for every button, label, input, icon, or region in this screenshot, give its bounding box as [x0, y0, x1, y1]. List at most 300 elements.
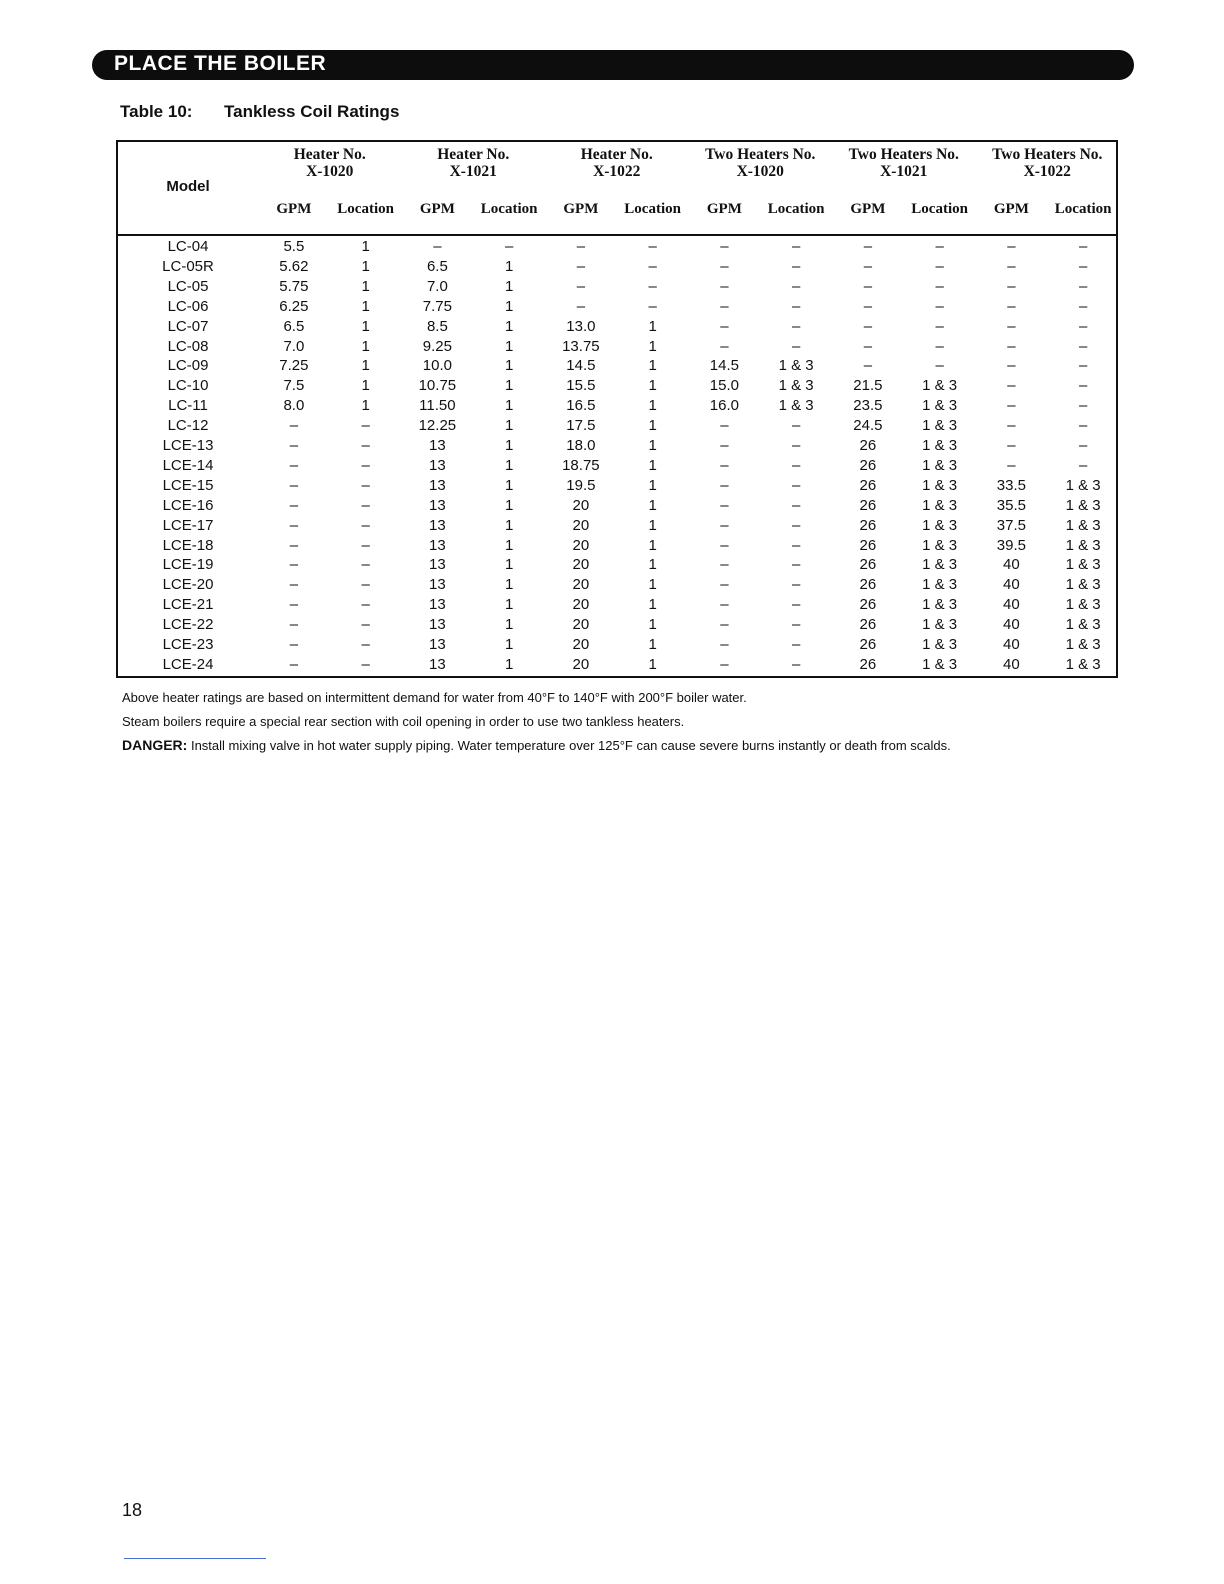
location-cell: –: [361, 456, 370, 474]
location-cell: 1: [504, 636, 514, 653]
gpm-cell: 20: [572, 536, 590, 554]
gpm-cell: 40: [1003, 596, 1020, 614]
location-cell: 1: [504, 476, 514, 494]
location-cell: –: [791, 297, 801, 315]
location-cell: –: [361, 636, 370, 653]
location-cell: –: [791, 556, 801, 574]
group-header-line1: Two Heaters No.: [992, 146, 1103, 163]
gpm-cell: 13: [429, 496, 446, 514]
gpm-cell: –: [1007, 257, 1016, 275]
model-cell: LCE-15: [162, 476, 214, 494]
location-cell: –: [791, 257, 801, 275]
location-cell: –: [1078, 317, 1088, 335]
location-cell: 1: [648, 317, 657, 335]
gpm-cell: 7.5: [283, 377, 305, 395]
model-cell: LCE-18: [162, 536, 214, 554]
location-cell: –: [361, 536, 370, 554]
location-cell: 1: [504, 596, 514, 614]
location-cell: 1 & 3: [922, 536, 958, 554]
location-cell: –: [791, 317, 801, 335]
gpm-cell: –: [863, 277, 873, 295]
location-cell: 1 & 3: [778, 357, 814, 375]
gpm-cell: 21.5: [853, 377, 883, 395]
location-cell: 1 & 3: [1065, 576, 1101, 594]
table-number: Table 10:: [120, 102, 193, 121]
location-cell: –: [1078, 417, 1088, 435]
gpm-cell: –: [720, 297, 729, 315]
gpm-cell: 26: [859, 496, 877, 514]
location-column-header: Location: [624, 201, 681, 217]
location-cell: 1 & 3: [922, 417, 958, 435]
gpm-cell: –: [720, 317, 729, 335]
model-cell: LCE-17: [162, 516, 214, 534]
gpm-cell: –: [289, 536, 299, 554]
gpm-cell: 18.75: [562, 456, 600, 474]
gpm-cell: –: [289, 616, 299, 634]
gpm-cell: 13: [429, 456, 446, 474]
location-cell: 1 & 3: [922, 437, 958, 454]
gpm-cell: 40: [1003, 655, 1020, 673]
model-cell: LCE-21: [162, 596, 214, 614]
gpm-cell: –: [433, 238, 442, 255]
model-cell: LC-10: [167, 377, 209, 395]
location-cell: 1: [648, 476, 657, 494]
gpm-cell: 11.50: [419, 397, 456, 415]
gpm-cell: 15.5: [566, 377, 596, 395]
gpm-cell: 13.0: [566, 317, 596, 335]
location-cell: 1: [504, 456, 514, 474]
gpm-cell: –: [289, 476, 299, 494]
model-cell: LCE-19: [162, 556, 214, 574]
gpm-cell: 20: [572, 556, 590, 574]
gpm-cell: 6.5: [283, 317, 305, 335]
note-ratings: Above heater ratings are based on intermittent demand for water from 40°F to 140°F with 200°F boiler water.: [122, 690, 747, 705]
location-cell: 1 & 3: [922, 616, 958, 634]
gpm-cell: 20: [572, 496, 590, 514]
danger-label: DANGER:: [122, 737, 188, 753]
location-cell: 1 & 3: [1065, 556, 1101, 574]
location-column-header: Location: [480, 201, 538, 217]
location-cell: 1: [648, 596, 657, 614]
gpm-cell: 26: [859, 476, 877, 494]
gpm-cell: –: [289, 456, 299, 474]
gpm-cell: –: [863, 317, 873, 335]
model-cell: LC-05: [167, 277, 209, 295]
location-cell: –: [935, 238, 944, 255]
gpm-cell: 8.0: [283, 397, 305, 415]
location-cell: 1: [648, 536, 657, 554]
location-cell: 1: [361, 357, 370, 375]
group-header-line1: Two Heaters No.: [848, 146, 959, 163]
gpm-cell: –: [863, 238, 873, 255]
location-cell: –: [361, 417, 370, 435]
location-cell: 1: [361, 337, 370, 355]
gpm-cell: 13: [429, 616, 446, 634]
gpm-cell: 13: [429, 516, 446, 534]
location-cell: 1: [648, 496, 657, 514]
location-cell: –: [935, 297, 944, 315]
gpm-cell: 20: [572, 576, 590, 594]
gpm-cell: 37.5: [996, 516, 1026, 534]
gpm-cell: –: [720, 516, 729, 534]
location-cell: –: [648, 257, 657, 275]
location-cell: 1: [648, 556, 657, 574]
location-cell: 1: [648, 576, 657, 594]
location-cell: –: [791, 337, 801, 355]
note-steam-boilers: Steam boilers require a special rear section with coil opening in order to use two tankless heaters.: [122, 714, 685, 729]
gpm-cell: 33.5: [996, 476, 1026, 494]
model-cell: LC-04: [167, 238, 209, 255]
location-cell: –: [361, 596, 370, 614]
gpm-cell: –: [720, 596, 729, 614]
location-cell: –: [361, 576, 370, 594]
gpm-cell: –: [1007, 317, 1016, 335]
location-cell: 1 & 3: [922, 397, 958, 415]
model-cell: LCE-24: [162, 655, 214, 673]
location-cell: –: [791, 576, 801, 594]
gpm-cell: 20: [572, 596, 590, 614]
gpm-cell: –: [1007, 297, 1016, 315]
location-cell: 1 & 3: [922, 476, 958, 494]
group-header-line2: X-1022: [1023, 163, 1071, 180]
location-cell: –: [1078, 277, 1088, 295]
location-cell: –: [361, 516, 370, 534]
gpm-cell: 23.5: [853, 397, 883, 415]
location-cell: 1 & 3: [1065, 616, 1101, 634]
gpm-cell: 13: [429, 636, 446, 653]
location-cell: –: [361, 437, 370, 454]
gpm-cell: 13: [429, 476, 446, 494]
gpm-cell: 26: [859, 437, 877, 454]
gpm-cell: –: [1007, 357, 1016, 375]
location-cell: 1 & 3: [922, 556, 958, 574]
gpm-cell: 12.25: [418, 417, 457, 435]
location-cell: 1: [648, 397, 657, 415]
gpm-cell: –: [863, 297, 873, 315]
group-header-line2: X-1022: [593, 163, 641, 180]
location-column-header: Location: [767, 201, 825, 217]
gpm-cell: 7.75: [422, 297, 452, 315]
gpm-cell: –: [720, 277, 729, 295]
location-cell: –: [935, 337, 944, 355]
location-cell: 1: [504, 437, 514, 454]
gpm-cell: –: [576, 257, 586, 275]
location-cell: 1: [648, 377, 657, 395]
gpm-cell: 9.25: [422, 337, 452, 355]
gpm-cell: –: [720, 576, 729, 594]
location-cell: –: [1078, 337, 1088, 355]
location-cell: –: [1078, 437, 1088, 454]
location-cell: –: [791, 655, 801, 673]
location-cell: 1 & 3: [922, 516, 958, 534]
gpm-cell: –: [289, 556, 299, 574]
location-cell: 1: [648, 636, 657, 653]
gpm-cell: –: [863, 357, 873, 375]
gpm-cell: –: [720, 437, 729, 454]
gpm-cell: 8.5: [426, 317, 448, 335]
location-cell: –: [935, 277, 944, 295]
gpm-cell: 39.5: [996, 536, 1026, 554]
location-cell: 1 & 3: [1065, 655, 1101, 673]
gpm-cell: –: [720, 616, 729, 634]
gpm-cell: –: [1007, 456, 1016, 474]
gpm-cell: 5.62: [279, 257, 309, 275]
footer-rule: [124, 1558, 266, 1559]
gpm-cell: 26: [859, 456, 877, 474]
gpm-cell: 20: [572, 655, 590, 673]
gpm-cell: –: [1007, 397, 1016, 415]
model-cell: LC-05R: [162, 257, 214, 275]
location-cell: 1: [361, 257, 370, 275]
location-column-header: Location: [337, 201, 394, 217]
gpm-cell: 15.0: [709, 377, 739, 395]
gpm-cell: –: [720, 257, 729, 275]
gpm-cell: 6.5: [426, 257, 448, 275]
location-column-header: Location: [911, 201, 968, 217]
location-cell: 1: [361, 277, 370, 295]
location-cell: 1: [648, 417, 657, 435]
location-cell: –: [791, 476, 801, 494]
gpm-cell: 13: [429, 576, 446, 594]
location-cell: 1: [504, 516, 514, 534]
model-cell: LC-06: [167, 297, 209, 315]
location-cell: 1: [504, 556, 514, 574]
gpm-cell: 5.75: [279, 277, 309, 295]
gpm-cell: –: [720, 238, 729, 255]
location-cell: 1: [361, 317, 370, 335]
gpm-cell: –: [576, 277, 586, 295]
location-cell: –: [791, 277, 801, 295]
gpm-column-header: GPM: [850, 201, 886, 217]
gpm-cell: 5.5: [283, 238, 305, 255]
gpm-cell: 20: [572, 516, 590, 534]
gpm-cell: 13: [429, 655, 446, 673]
table-title: Tankless Coil Ratings: [224, 102, 400, 121]
location-cell: 1: [504, 297, 514, 315]
location-cell: 1: [504, 377, 514, 395]
page-number: 18: [122, 1500, 143, 1520]
location-cell: –: [361, 476, 370, 494]
model-cell: LC-07: [167, 317, 209, 335]
location-cell: 1 & 3: [922, 496, 958, 514]
location-cell: –: [1078, 297, 1088, 315]
section-title: PLACE THE BOILER: [114, 52, 327, 75]
location-cell: 1: [361, 397, 370, 415]
location-cell: 1: [648, 437, 657, 454]
gpm-cell: 26: [859, 516, 877, 534]
gpm-cell: –: [863, 337, 873, 355]
gpm-cell: 10.0: [422, 357, 452, 375]
gpm-cell: 13.75: [562, 337, 600, 355]
gpm-cell: 14.5: [709, 357, 739, 375]
gpm-cell: 6.25: [279, 297, 309, 315]
location-cell: 1: [648, 516, 657, 534]
gpm-cell: –: [720, 636, 729, 653]
gpm-cell: –: [1007, 238, 1016, 255]
location-cell: 1: [504, 277, 514, 295]
model-cell: LC-12: [167, 417, 209, 435]
group-header-line2: X-1020: [306, 163, 354, 180]
model-cell: LC-08: [167, 337, 209, 355]
gpm-cell: 10.75: [418, 377, 457, 395]
location-cell: 1: [504, 655, 514, 673]
location-cell: –: [361, 616, 370, 634]
gpm-cell: –: [1007, 377, 1016, 395]
location-cell: 1 & 3: [922, 596, 958, 614]
gpm-cell: –: [720, 417, 729, 435]
location-cell: –: [648, 297, 657, 315]
gpm-cell: –: [1007, 437, 1016, 454]
danger-note: [122, 737, 951, 753]
location-cell: 1: [648, 337, 657, 355]
gpm-cell: –: [720, 337, 729, 355]
location-cell: 1 & 3: [922, 456, 958, 474]
model-cell: LCE-20: [162, 576, 214, 594]
location-cell: 1: [361, 377, 370, 395]
location-cell: –: [791, 437, 801, 454]
location-column-header: Location: [1054, 201, 1112, 217]
group-header-line1: Heater No.: [580, 146, 653, 163]
gpm-cell: 7.25: [279, 357, 309, 375]
gpm-cell: –: [1007, 337, 1016, 355]
location-cell: –: [791, 636, 801, 653]
gpm-cell: 13: [429, 596, 446, 614]
model-cell: LCE-13: [162, 437, 214, 454]
location-cell: –: [791, 516, 801, 534]
location-cell: 1: [648, 616, 657, 634]
location-cell: –: [1078, 456, 1088, 474]
location-cell: –: [935, 257, 944, 275]
gpm-cell: 26: [859, 655, 877, 673]
location-cell: –: [1078, 397, 1088, 415]
gpm-cell: 26: [859, 636, 877, 653]
location-cell: 1: [504, 257, 514, 275]
gpm-cell: –: [1007, 417, 1016, 435]
header-rule: [118, 234, 1116, 236]
gpm-cell: 17.5: [566, 417, 596, 435]
gpm-cell: 13: [429, 536, 446, 554]
location-cell: 1 & 3: [778, 377, 814, 395]
location-cell: –: [1078, 238, 1088, 255]
model-cell: LCE-22: [162, 616, 214, 634]
gpm-cell: 40: [1003, 576, 1020, 594]
location-cell: –: [1078, 357, 1088, 375]
gpm-cell: –: [289, 516, 299, 534]
location-cell: 1: [648, 456, 657, 474]
location-cell: 1 & 3: [1065, 596, 1101, 614]
gpm-cell: –: [720, 655, 729, 673]
location-cell: 1: [504, 616, 514, 634]
gpm-cell: 20: [572, 636, 590, 653]
group-header-line2: X-1020: [736, 163, 784, 180]
gpm-cell: –: [576, 297, 586, 315]
gpm-cell: 26: [859, 616, 877, 634]
location-cell: 1: [648, 655, 657, 673]
gpm-cell: –: [720, 496, 729, 514]
location-cell: 1 & 3: [778, 397, 814, 415]
location-cell: –: [361, 496, 370, 514]
gpm-column-header: GPM: [993, 201, 1029, 217]
location-cell: 1: [504, 576, 514, 594]
location-cell: –: [935, 357, 944, 375]
gpm-cell: –: [289, 496, 299, 514]
location-cell: 1: [504, 337, 514, 355]
location-cell: –: [648, 277, 657, 295]
location-cell: –: [648, 238, 657, 255]
gpm-cell: –: [720, 536, 729, 554]
gpm-cell: 7.0: [283, 337, 305, 355]
location-cell: 1: [504, 417, 514, 435]
location-cell: 1 & 3: [922, 655, 958, 673]
location-cell: –: [504, 238, 514, 255]
location-cell: 1 & 3: [1065, 476, 1101, 494]
group-header-line1: Heater No.: [437, 146, 510, 163]
model-cell: LC-09: [167, 357, 209, 375]
gpm-cell: –: [289, 596, 299, 614]
gpm-cell: 16.5: [566, 397, 596, 415]
gpm-cell: 20: [572, 616, 590, 634]
gpm-cell: –: [289, 437, 299, 454]
location-cell: 1: [361, 238, 370, 255]
location-cell: 1 & 3: [922, 377, 958, 395]
location-cell: 1 & 3: [1065, 496, 1101, 514]
gpm-cell: 24.5: [853, 417, 883, 435]
location-cell: 1 & 3: [1065, 536, 1101, 554]
gpm-cell: –: [289, 655, 299, 673]
gpm-cell: –: [576, 238, 586, 255]
gpm-cell: 26: [859, 596, 877, 614]
location-cell: 1 & 3: [922, 636, 958, 653]
gpm-column-header: GPM: [419, 201, 455, 217]
location-cell: –: [361, 556, 370, 574]
location-cell: –: [791, 496, 801, 514]
section-banner: [92, 50, 1134, 80]
gpm-cell: 40: [1003, 616, 1020, 634]
location-cell: 1: [504, 317, 514, 335]
location-cell: –: [791, 456, 801, 474]
model-column-header: Model: [166, 178, 210, 195]
gpm-cell: 40: [1003, 636, 1020, 653]
model-cell: LCE-16: [162, 496, 214, 514]
gpm-cell: 7.0: [426, 277, 448, 295]
gpm-column-header: GPM: [276, 201, 312, 217]
location-cell: 1: [361, 297, 370, 315]
gpm-cell: 13: [429, 437, 446, 454]
location-cell: –: [1078, 257, 1088, 275]
gpm-cell: –: [720, 456, 729, 474]
location-cell: 1: [504, 536, 514, 554]
model-cell: LCE-14: [162, 456, 214, 474]
location-cell: 1 & 3: [922, 576, 958, 594]
gpm-cell: –: [720, 556, 729, 574]
gpm-cell: 16.0: [709, 397, 739, 415]
gpm-cell: 19.5: [566, 476, 596, 494]
group-header-line2: X-1021: [880, 163, 928, 180]
gpm-column-header: GPM: [706, 201, 742, 217]
gpm-cell: –: [289, 576, 299, 594]
location-cell: –: [791, 536, 801, 554]
group-header-line1: Two Heaters No.: [705, 146, 816, 163]
tankless-coil-ratings-table: [116, 140, 1118, 678]
location-cell: –: [361, 655, 370, 673]
model-cell: LCE-23: [162, 636, 214, 653]
gpm-cell: –: [289, 417, 299, 435]
location-cell: 1: [648, 357, 657, 375]
gpm-cell: 26: [859, 576, 877, 594]
gpm-cell: 13: [429, 556, 446, 574]
location-cell: –: [791, 238, 801, 255]
location-cell: –: [791, 596, 801, 614]
